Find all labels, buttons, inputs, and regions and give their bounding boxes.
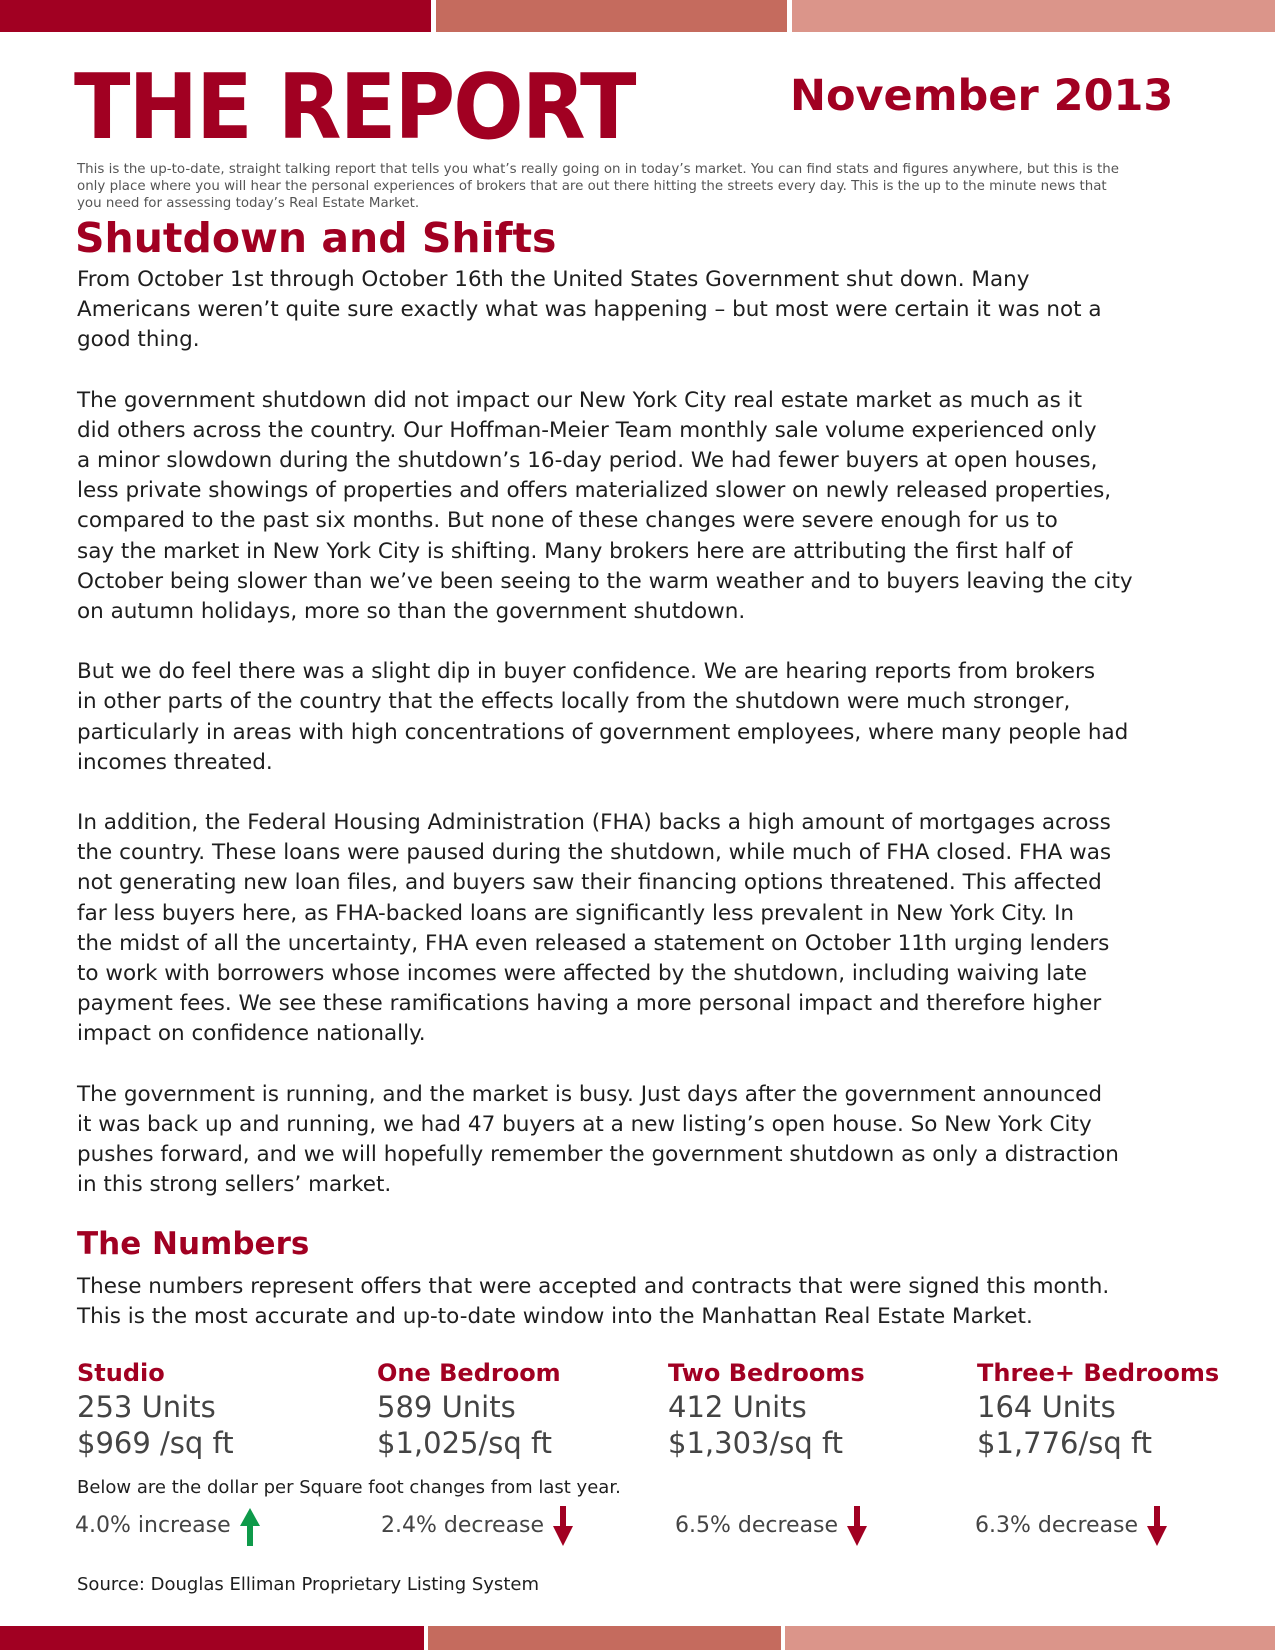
stat-one-bedroom <box>377 1357 561 1461</box>
intro-line: This is the up-to-date, straight talking report that tells you what’s really going on in today’s market. You can find stats and figures anywhere, but this is the <box>77 162 1120 177</box>
text-line: This is the most accurate and up-to-date window into the Manhattan Real Estate Market. <box>77 1304 1033 1330</box>
article-paragraph <box>77 265 1227 356</box>
stat-units: 164 Units <box>977 1390 1116 1424</box>
change-text: 6.3% decrease <box>975 1513 1139 1538</box>
text-line: In addition, the Federal Housing Administration (FHA) backs a high amount of mortgages across <box>77 810 1111 836</box>
stat-price: $1,776/sq ft <box>977 1426 1153 1460</box>
text-line: the country. These loans were paused during the shutdown, while much of FHA closed. FHA was <box>77 840 1112 866</box>
text-line: good thing. <box>77 327 200 353</box>
header-bar-mid <box>436 0 787 32</box>
text-line: incomes threated. <box>77 749 273 775</box>
stat-price: $969 /sq ft <box>77 1426 234 1460</box>
text-line: particularly in areas with high concentrations of government employees, where many people had <box>77 719 1129 745</box>
report-title: THE REPORT <box>74 55 635 160</box>
down-arrow-icon <box>552 1506 574 1546</box>
text-line: October being slower than we’ve been seeing to the warm weather and to buyers leaving the city <box>77 568 1133 594</box>
article-heading: Shutdown and Shifts <box>75 214 557 262</box>
change-text: 2.4% decrease <box>381 1513 545 1538</box>
change-text: 6.5% decrease <box>675 1513 839 1538</box>
text-line: it was back up and running, we had 47 buyers at a new listing’s open house. So New York City <box>77 1111 1092 1137</box>
footer-bar-light <box>785 1626 1275 1650</box>
change-studio <box>75 1506 261 1546</box>
stat-category: Two Bedrooms <box>668 1359 865 1387</box>
article-paragraph <box>77 808 1227 1050</box>
source-note: Source: Douglas Elliman Proprietary Listing System <box>77 1574 539 1595</box>
text-line: in this strong sellers’ market. <box>77 1172 392 1198</box>
stat-studio <box>77 1357 234 1461</box>
text-line: These numbers represent offers that were accepted and contracts that were signed this month. <box>77 1274 1110 1299</box>
article-paragraph <box>77 386 1227 628</box>
article-paragraph <box>77 1080 1227 1201</box>
down-arrow-icon <box>846 1506 868 1546</box>
change-text: 4.0% increase <box>75 1513 231 1538</box>
text-line: a minor slowdown during the shutdown’s 16-day period. We had fewer buyers at open houses, <box>77 448 1098 474</box>
stat-units: 412 Units <box>668 1390 807 1424</box>
stat-category: One Bedroom <box>377 1359 561 1387</box>
text-line: in other parts of the country that the effects locally from the shutdown were much stronger, <box>77 689 1071 715</box>
text-line: But we do feel there was a slight dip in buyer confidence. We are hearing reports from brokers <box>77 659 1096 685</box>
text-line: the midst of all the uncertainty, FHA even released a statement on October 11th urging lenders <box>77 930 1110 956</box>
text-line: on autumn holidays, more so than the government shutdown. <box>77 599 746 625</box>
text-line: payment fees. We see these ramifications having a more personal impact and therefore higher <box>77 991 1102 1017</box>
text-line: impact on confidence nationally. <box>77 1021 426 1047</box>
change-one-bedroom <box>381 1506 574 1546</box>
footer-bar-dark <box>0 1626 424 1650</box>
stat-price: $1,025/sq ft <box>377 1426 553 1460</box>
article-body <box>77 265 1227 1230</box>
text-line: say the market in New York City is shifting. Many brokers here are attributing the first half of <box>77 538 1073 564</box>
text-line: From October 1st through October 16th the United States Government shut down. Many <box>77 267 1030 292</box>
changes-label: Below are the dollar per Square foot changes from last year. <box>77 1477 621 1498</box>
text-line: did others across the country. Our Hoffman-Meier Team monthly sale volume experienced only <box>77 417 1097 443</box>
text-line: pushes forward, and we will hopefully remember the government shutdown as only a distraction <box>77 1142 1119 1168</box>
stat-three-plus-bedrooms <box>977 1357 1219 1461</box>
footer-bar-mid <box>428 1626 781 1650</box>
article-paragraph <box>77 657 1227 778</box>
stat-units: 589 Units <box>377 1390 516 1424</box>
text-line: The government shutdown did not impact our New York City real estate market as much as it <box>77 387 1083 413</box>
header-bar-dark <box>0 0 431 32</box>
intro-line: you need for assessing today’s Real Estate Market. <box>77 196 420 211</box>
up-arrow-icon <box>239 1506 261 1546</box>
stat-category: Studio <box>77 1359 165 1387</box>
text-line: less private showings of properties and offers materialized slower on newly released properties, <box>77 478 1112 504</box>
stat-price: $1,303/sq ft <box>668 1426 844 1460</box>
stat-category: Three+ Bedrooms <box>977 1359 1220 1387</box>
stat-two-bedrooms <box>668 1357 865 1461</box>
text-line: far less buyers here, as FHA-backed loans are significantly less prevalent in New York City. In <box>77 900 1075 926</box>
change-three-plus-bedrooms <box>975 1506 1168 1546</box>
text-line: to work with borrowers whose incomes were affected by the shutdown, including waiving late <box>77 961 1088 987</box>
text-line: not generating new loan files, and buyers saw their financing options threatened. This affected <box>77 870 1102 896</box>
header-bar-light <box>792 0 1275 32</box>
numbers-intro <box>77 1272 1109 1332</box>
stat-units: 253 Units <box>77 1390 216 1424</box>
numbers-heading: The Numbers <box>77 1226 310 1262</box>
down-arrow-icon <box>1146 1506 1168 1546</box>
text-line: Americans weren’t quite sure exactly what was happening – but most were certain it was not a <box>77 297 1102 323</box>
report-intro <box>77 161 1217 212</box>
issue-date: November 2013 <box>790 71 1174 121</box>
text-line: compared to the past six months. But none of these changes were severe enough for us to <box>77 508 1058 534</box>
text-line: The government is running, and the market is busy. Just days after the government announced <box>77 1081 1102 1107</box>
intro-line: only place where you will hear the personal experiences of brokers that are out there hitting the streets every day. This is the up to the minute news that <box>77 179 1107 194</box>
change-two-bedrooms <box>675 1506 868 1546</box>
